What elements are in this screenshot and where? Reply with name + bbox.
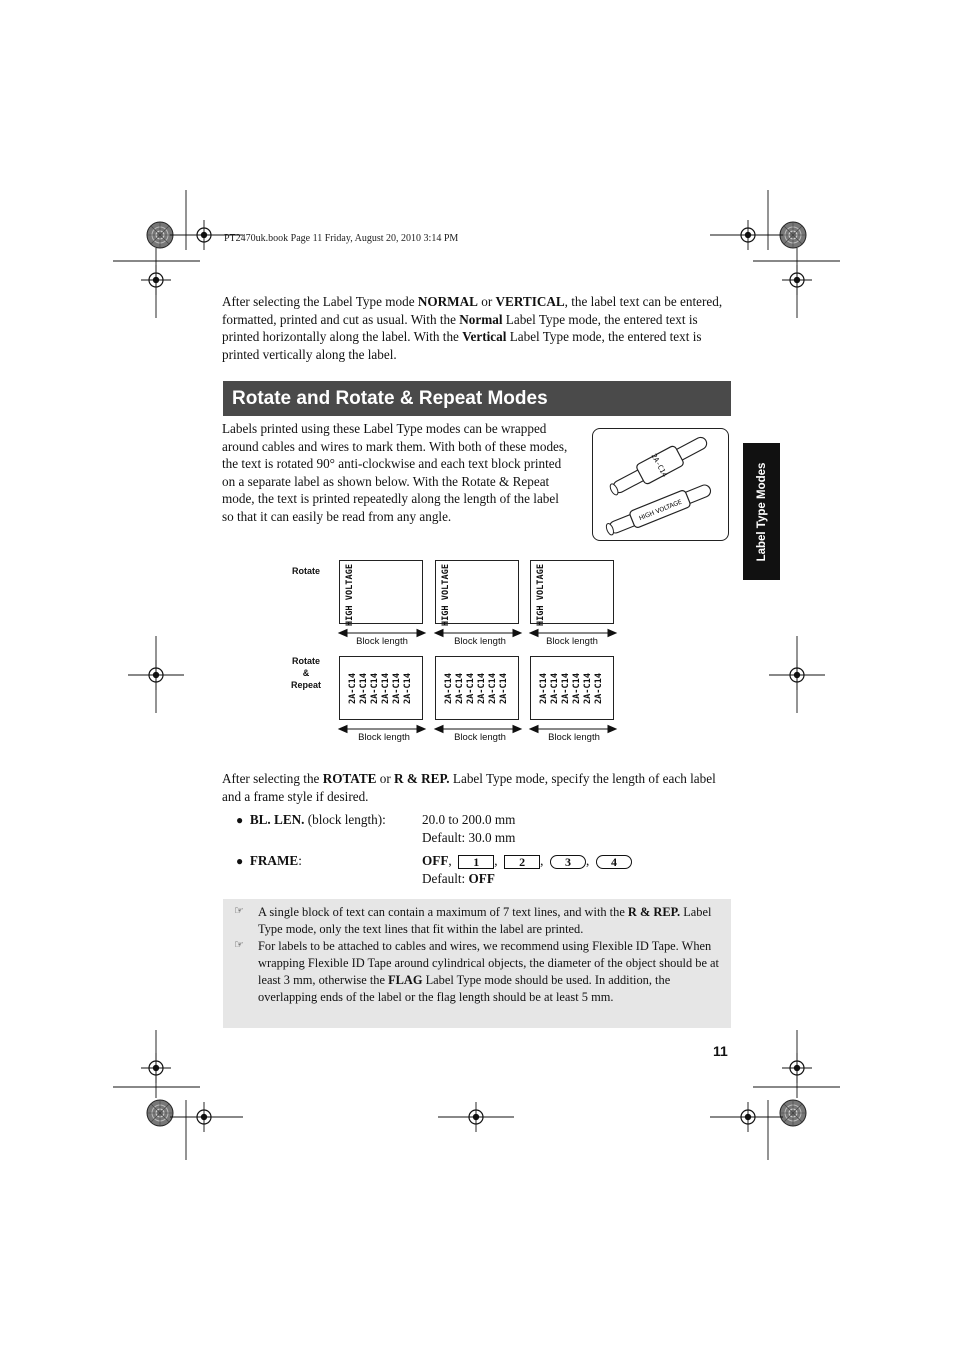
repeat-label-text: 2A-C14 — [539, 673, 549, 705]
note-2: For labels to be attached to cables and wires, we recommend using Flexible ID Tape. When wrapping Flexible ID Tape around cylindrical objects, the diameter of the object should be at least 3 mm, otherwise the FLAG Label Type mode should be used. In addition, the overlapping ends of the label or the flag length should be at least 5 mm. — [258, 939, 719, 1004]
repeat-label-box — [435, 656, 519, 720]
repeat-row-label: Rotate & Repeat — [290, 656, 321, 690]
rotate-label-text: HIGH VOLTAGE — [441, 564, 451, 627]
page-number: 11 — [713, 1043, 728, 1059]
repeat-label-box — [339, 656, 423, 720]
block-length-label: Block length — [454, 636, 506, 647]
block-length-label: Block length — [548, 732, 600, 743]
block-length-label: Block length — [358, 732, 410, 743]
bullet-icon: ● — [236, 813, 244, 827]
bullet-icon: ● — [236, 854, 244, 868]
frame-setting: ● FRAME: — [236, 853, 302, 868]
intro-paragraph: After selecting the Label Type mode NORMAL or VERTICAL, the label text can be entered, formatted, printed and cut as usual. With the Normal Label Type mode, the entered text is printed horizontally along the label. With the Vertical Label Type mode, the entered text is printed vertically along the label. — [222, 294, 723, 362]
repeat-label-text: 2A-C14 — [499, 673, 509, 705]
repeat-label-text: 2A-C14 — [488, 673, 498, 705]
illustration-label-a: 2A-C14 — [649, 452, 669, 479]
frame-style-4: 4 — [596, 855, 632, 869]
rotate-label-text: HIGH VOLTAGE — [345, 564, 355, 627]
repeat-label-text: 2A-C14 — [466, 673, 476, 705]
repeat-label-text: 2A-C14 — [561, 673, 571, 705]
notes-box — [223, 899, 731, 1028]
repeat-label-text: 2A-C14 — [403, 673, 413, 705]
pointing-hand-icon: ☞ — [234, 904, 244, 917]
block-length-label: Block length — [546, 636, 598, 647]
frame-style-1: 1 — [458, 855, 494, 869]
repeat-label-text: 2A-C14 — [594, 673, 604, 705]
frame-style-3: 3 — [550, 855, 586, 869]
rotate-label-text: HIGH VOLTAGE — [536, 564, 546, 627]
repeat-label-text: 2A-C14 — [381, 673, 391, 705]
rotate-label-box — [530, 560, 614, 627]
cable-label-illustration — [592, 428, 729, 541]
side-tab-label: Label Type Modes — [755, 462, 768, 561]
frame-values: OFF, 1 , 2 , 3 , 4 Default: OFF — [422, 852, 632, 887]
rotate-label-box — [435, 560, 519, 627]
repeat-label-text: 2A-C14 — [572, 673, 582, 705]
illustration-label-b: HIGH VOLTAGE — [638, 498, 684, 523]
repeat-label-text: 2A-C14 — [477, 673, 487, 705]
repeat-label-text: 2A-C14 — [455, 673, 465, 705]
repeat-label-box — [530, 656, 614, 720]
bl-len-values: 20.0 to 200.0 mm Default: 30.0 mm — [422, 812, 516, 845]
repeat-label-text: 2A-C14 — [348, 673, 358, 705]
pointing-hand-icon: ☞ — [234, 938, 244, 951]
side-tab — [743, 443, 780, 580]
note-1: A single block of text can contain a maximum of 7 text lines, and with the R & REP. Label Type mode, only the text lines that fit within the label are printed. — [258, 905, 712, 936]
repeat-label-text: 2A-C14 — [444, 673, 454, 705]
rotate-label-box — [339, 560, 423, 627]
block-length-label: Block length — [356, 636, 408, 647]
rotate-row-label: Rotate — [291, 566, 320, 576]
block-length-label: Block length — [454, 732, 506, 743]
frame-style-2: 2 — [504, 855, 540, 869]
print-header-line: PT2470uk.book Page 11 Friday, August 20, 2010 3:14 PM — [224, 233, 459, 244]
section-heading: Rotate and Rotate & Repeat Modes — [223, 381, 731, 416]
repeat-label-text: 2A-C14 — [583, 673, 593, 705]
repeat-label-text: 2A-C14 — [370, 673, 380, 705]
bl-len-setting: ● BL. LEN. (block length): — [236, 812, 386, 827]
repeat-label-text: 2A-C14 — [359, 673, 369, 705]
after-paragraph: After selecting the ROTATE or R & REP. Label Type mode, specify the length of each label and a frame style if desired. — [222, 771, 716, 804]
repeat-label-text: 2A-C14 — [550, 673, 560, 705]
body-paragraph: Labels printed using these Label Type modes can be wrapped around cables and wires to mark them. With both of these modes, the text is rotated 90° anti-clockwise and each text block printed on a separate label as shown below. With the Rotate & Repeat mode, the text is printed repeatedly along the length of the label so that it can easily be read from any angle. — [222, 421, 568, 524]
repeat-label-text: 2A-C14 — [392, 673, 402, 705]
